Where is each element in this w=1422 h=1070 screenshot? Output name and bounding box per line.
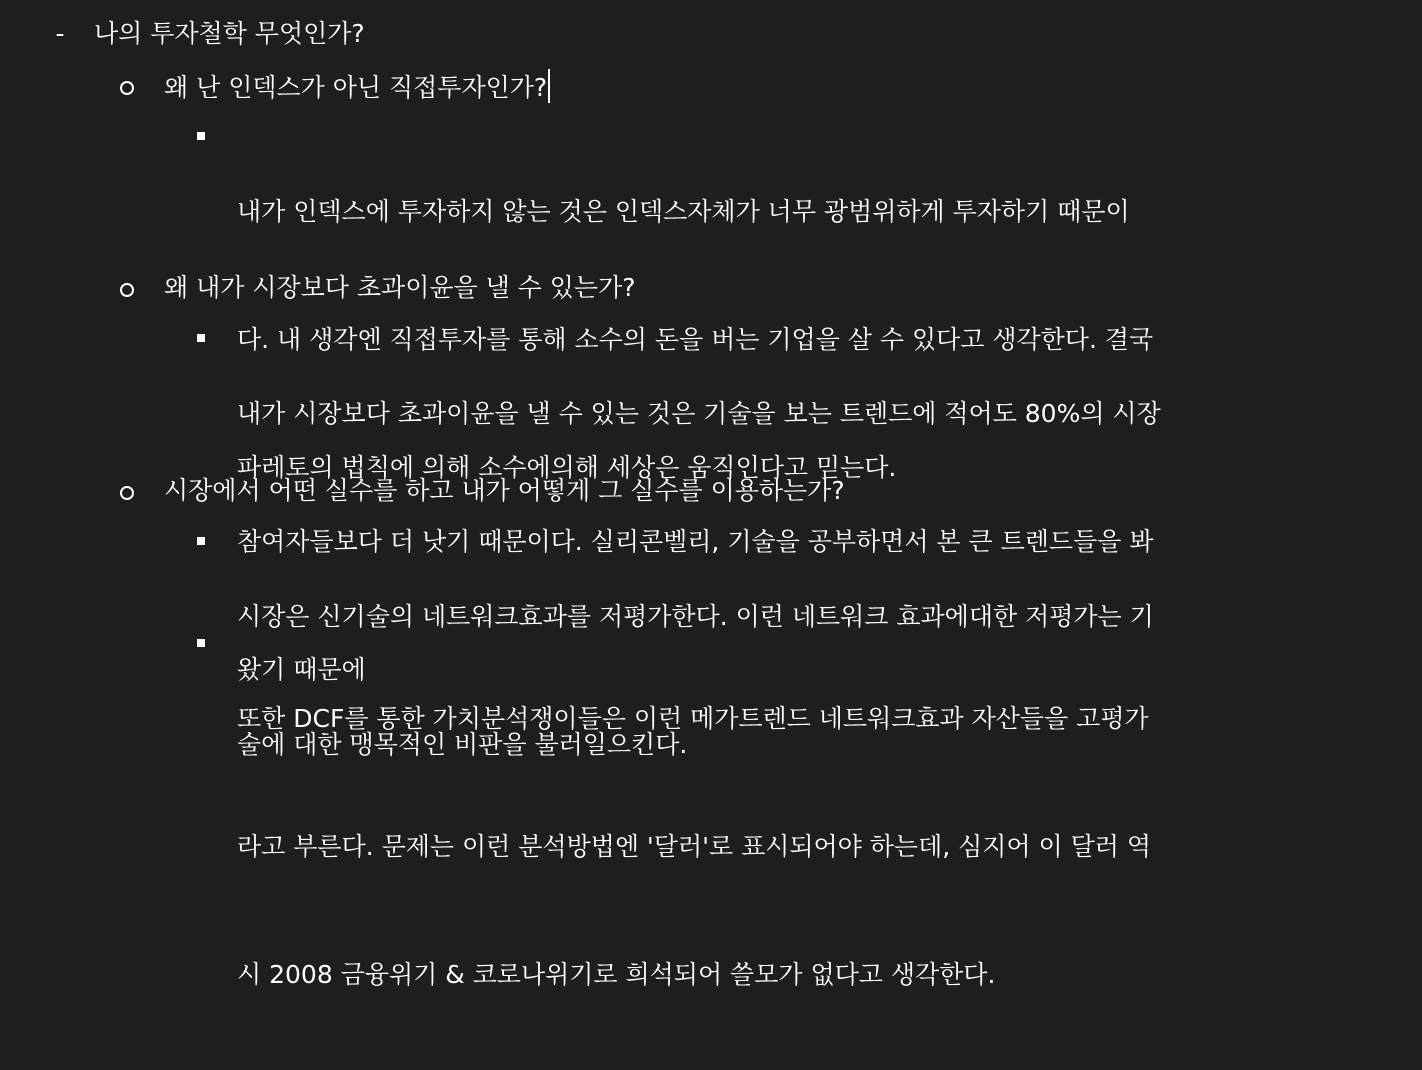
answer-3a-line: 시장은 신기술의 네트워크효과를 저평가한다. 이런 네트워크 효과에대한 저평가는 기	[237, 602, 1154, 631]
square-bullet-icon	[197, 639, 205, 647]
heading-text[interactable]: 나의 투자철학 무엇인가?	[94, 19, 365, 48]
hollow-circle-bullet-icon	[120, 283, 134, 297]
text-cursor	[548, 69, 550, 103]
hollow-circle-bullet-icon	[120, 81, 134, 95]
answer-1-line: 파레토의 법칙에 의해 소수에의해 세상은 움직인다고 믿는다.	[237, 453, 897, 482]
answer-3b-line: 라고 부른다. 문제는 이런 분석방법엔 '달러'로 표시되어야 하는데, 심지어 이 달러 역	[237, 832, 1152, 861]
answer-3b-line: 시 2008 금융위기 & 코로나위기로 희석되어 쓸모가 없다고 생각한다.	[237, 960, 996, 989]
answer-1-line: 내가 인덱스에 투자하지 않는 것은 인덱스자체가 너무 광범위하게 투자하기 때문이	[237, 197, 1130, 226]
square-bullet-icon	[197, 334, 205, 342]
dash-bullet-icon: -	[55, 19, 65, 48]
square-bullet-icon	[197, 537, 205, 545]
answer-2-line: 왔기 때문에	[237, 655, 366, 684]
question-3-text[interactable]: 시장에서 어떤 실수를 하고 내가 어떻게 그 실수를 이용하는가?	[164, 476, 845, 505]
question-1-label: 왜 난 인덱스가 아닌 직접투자인가?	[164, 73, 548, 102]
square-bullet-icon	[197, 132, 205, 140]
hollow-circle-bullet-icon	[120, 486, 134, 500]
question-2-text[interactable]: 왜 내가 시장보다 초과이윤을 낼 수 있는가?	[164, 273, 636, 302]
answer-1-line: 다. 내 생각엔 직접투자를 통해 소수의 돈을 버는 기업을 살 수 있다고 생각한다. 결국	[237, 325, 1154, 354]
answer-3a-line: 술에 대한 맹목적인 비판을 불러일으킨다.	[237, 730, 688, 759]
answer-2-line: 참여자들보다 더 낫기 때문이다. 실리콘벨리, 기술을 공부하면서 본 큰 트렌드들을 봐	[237, 527, 1154, 556]
answer-3b-line: 또한 DCF를 통한 가치분석쟁이들은 이런 메가트렌드 네트워크효과 자산들을 고평가	[237, 704, 1149, 733]
answer-3b-text[interactable]	[237, 624, 1360, 1070]
answer-2-line: 내가 시장보다 초과이윤을 낼 수 있는 것은 기술을 보는 트렌드에 적어도 80%의 시장	[237, 399, 1161, 428]
question-1-text[interactable]	[164, 69, 1382, 107]
